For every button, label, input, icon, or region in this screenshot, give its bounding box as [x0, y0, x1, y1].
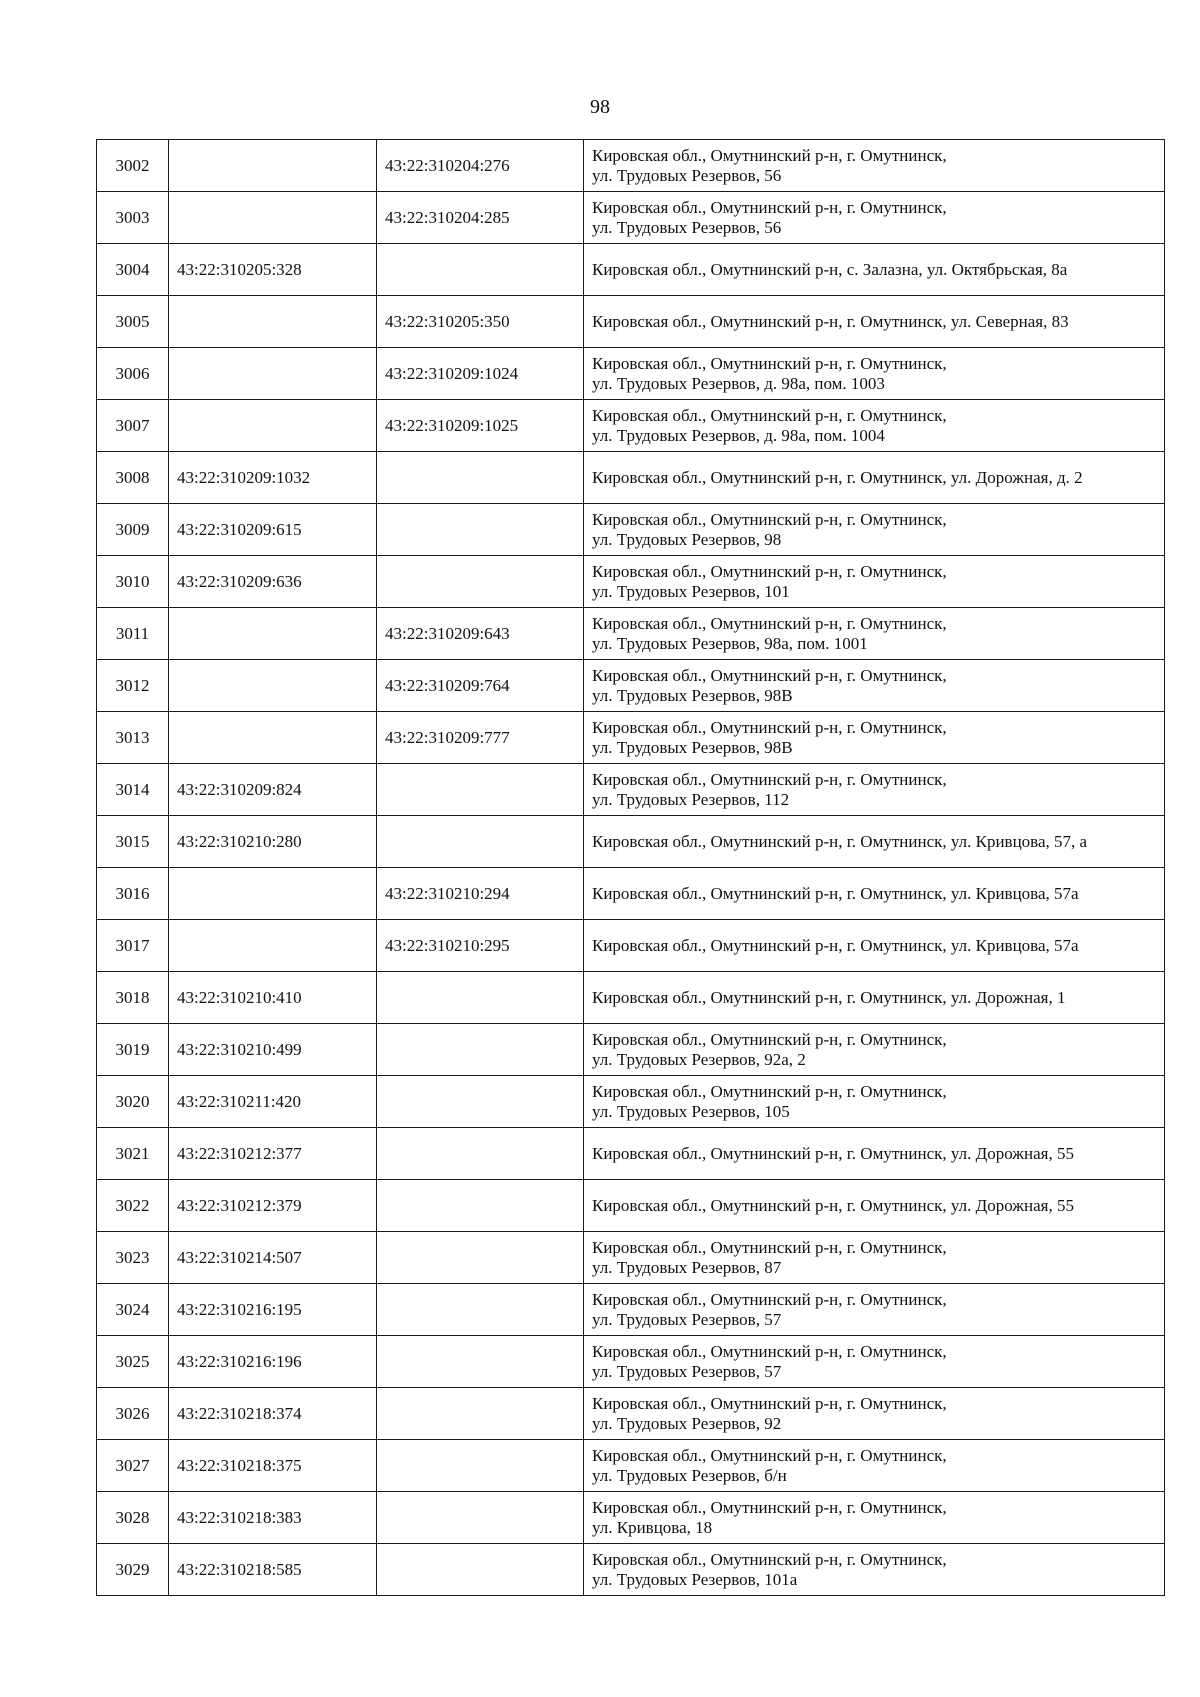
- table-row: [97, 972, 1165, 1024]
- cadastral-number-a: 43:22:310214:507: [169, 1232, 377, 1284]
- table-row: [97, 816, 1165, 868]
- address-line: Кировская обл., Омутнинский р-н, г. Омутнинск, ул. Кривцова, 57а: [592, 935, 1079, 955]
- address-cell: [584, 1440, 1165, 1492]
- address-line: Кировская обл., Омутнинский р-н, г. Омутнинск, ул. Дорожная, 55: [592, 1195, 1074, 1215]
- table-row: [97, 1076, 1165, 1128]
- address-cell: [584, 660, 1165, 712]
- address-line: ул. Трудовых Резервов, д. 98а, пом. 1004: [592, 425, 885, 445]
- cadastral-number-a: 43:22:310218:374: [169, 1388, 377, 1440]
- cadastral-number-b: 43:22:310209:777: [377, 712, 584, 764]
- row-number: 3005: [97, 296, 169, 348]
- table-row: [97, 1492, 1165, 1544]
- cadastral-number-b: [377, 1336, 584, 1388]
- address-line: Кировская обл., Омутнинский р-н, г. Омутнинск, ул. Северная, 83: [592, 311, 1069, 331]
- cadastral-number-a: 43:22:310209:615: [169, 504, 377, 556]
- cadastral-number-b: 43:22:310209:1025: [377, 400, 584, 452]
- registry-table-body: [97, 140, 1165, 1596]
- row-number: 3020: [97, 1076, 169, 1128]
- row-number: 3011: [97, 608, 169, 660]
- row-number: 3019: [97, 1024, 169, 1076]
- address-line: ул. Трудовых Резервов, 98: [592, 529, 782, 549]
- address-line: Кировская обл., Омутнинский р-н, г. Омутнинск,: [592, 353, 947, 373]
- cadastral-number-b: 43:22:310209:643: [377, 608, 584, 660]
- address-cell: [584, 608, 1165, 660]
- cadastral-number-a: [169, 400, 377, 452]
- cadastral-number-b: [377, 1076, 584, 1128]
- address-cell: [584, 868, 1165, 920]
- table-row: [97, 296, 1165, 348]
- cadastral-number-b: [377, 764, 584, 816]
- address-cell: [584, 816, 1165, 868]
- table-row: [97, 192, 1165, 244]
- table-row: [97, 660, 1165, 712]
- row-number: 3013: [97, 712, 169, 764]
- cadastral-number-a: 43:22:310212:377: [169, 1128, 377, 1180]
- cadastral-number-b: [377, 504, 584, 556]
- address-line: Кировская обл., Омутнинский р-н, г. Омутнинск,: [592, 1289, 947, 1309]
- address-line: ул. Трудовых Резервов, 92а, 2: [592, 1049, 806, 1069]
- row-number: 3010: [97, 556, 169, 608]
- address-line: Кировская обл., Омутнинский р-н, г. Омутнинск, ул. Кривцова, 57, а: [592, 831, 1088, 851]
- row-number: 3015: [97, 816, 169, 868]
- page-number: 98: [590, 96, 610, 118]
- address-cell: [584, 920, 1165, 972]
- address-line: Кировская обл., Омутнинский р-н, г. Омутнинск,: [592, 561, 947, 581]
- cadastral-number-b: [377, 972, 584, 1024]
- address-cell: [584, 764, 1165, 816]
- address-line: ул. Трудовых Резервов, д. 98а, пом. 1003: [592, 373, 885, 393]
- address-line: ул. Трудовых Резервов, 87: [592, 1257, 782, 1277]
- table-row: [97, 1336, 1165, 1388]
- address-line: Кировская обл., Омутнинский р-н, г. Омутнинск,: [592, 1029, 947, 1049]
- address-line: Кировская обл., Омутнинский р-н, г. Омутнинск,: [592, 1549, 947, 1569]
- cadastral-number-a: [169, 868, 377, 920]
- address-line: Кировская обл., Омутнинский р-н, г. Омутнинск,: [592, 613, 947, 633]
- cadastral-number-a: 43:22:310218:585: [169, 1544, 377, 1596]
- cadastral-number-b: [377, 452, 584, 504]
- table-row: [97, 400, 1165, 452]
- address-line: Кировская обл., Омутнинский р-н, с. Залазна, ул. Октябрьская, 8а: [592, 259, 1068, 279]
- address-cell: [584, 504, 1165, 556]
- cadastral-number-b: [377, 1024, 584, 1076]
- cadastral-number-b: [377, 1492, 584, 1544]
- cadastral-number-a: 43:22:310210:499: [169, 1024, 377, 1076]
- address-cell: [584, 1128, 1165, 1180]
- cadastral-number-b: 43:22:310210:295: [377, 920, 584, 972]
- address-cell: [584, 452, 1165, 504]
- address-line: ул. Трудовых Резервов, 101а: [592, 1569, 798, 1589]
- table-row: [97, 1024, 1165, 1076]
- cadastral-number-a: 43:22:310209:1032: [169, 452, 377, 504]
- address-cell: [584, 140, 1165, 192]
- address-line: Кировская обл., Омутнинский р-н, г. Омутнинск,: [592, 145, 947, 165]
- table-row: [97, 764, 1165, 816]
- table-row: [97, 504, 1165, 556]
- cadastral-number-a: 43:22:310212:379: [169, 1180, 377, 1232]
- cadastral-number-b: [377, 556, 584, 608]
- address-line: ул. Трудовых Резервов, 56: [592, 165, 782, 185]
- address-cell: [584, 1388, 1165, 1440]
- address-line: Кировская обл., Омутнинский р-н, г. Омутнинск,: [592, 197, 947, 217]
- cadastral-number-b: 43:22:310209:1024: [377, 348, 584, 400]
- row-number: 3009: [97, 504, 169, 556]
- row-number: 3024: [97, 1284, 169, 1336]
- cadastral-number-a: 43:22:310218:383: [169, 1492, 377, 1544]
- table-row: [97, 1284, 1165, 1336]
- row-number: 3017: [97, 920, 169, 972]
- address-line: ул. Трудовых Резервов, 57: [592, 1361, 782, 1381]
- table-row: [97, 920, 1165, 972]
- cadastral-number-b: [377, 1388, 584, 1440]
- table-row: [97, 452, 1165, 504]
- address-line: ул. Трудовых Резервов, 57: [592, 1309, 782, 1329]
- table-row: [97, 1232, 1165, 1284]
- row-number: 3028: [97, 1492, 169, 1544]
- table-row: [97, 1180, 1165, 1232]
- cadastral-number-a: 43:22:310209:636: [169, 556, 377, 608]
- address-line: Кировская обл., Омутнинский р-н, г. Омутнинск, ул. Дорожная, д. 2: [592, 467, 1083, 487]
- row-number: 3016: [97, 868, 169, 920]
- address-line: Кировская обл., Омутнинский р-н, г. Омутнинск,: [592, 1497, 947, 1517]
- address-line: ул. Трудовых Резервов, 98а, пом. 1001: [592, 633, 868, 653]
- address-cell: [584, 1492, 1165, 1544]
- table-row: [97, 1544, 1165, 1596]
- cadastral-number-a: 43:22:310210:280: [169, 816, 377, 868]
- address-cell: [584, 1232, 1165, 1284]
- address-line: Кировская обл., Омутнинский р-н, г. Омутнинск,: [592, 1393, 947, 1413]
- row-number: 3002: [97, 140, 169, 192]
- row-number: 3026: [97, 1388, 169, 1440]
- cadastral-number-a: [169, 920, 377, 972]
- cadastral-number-a: [169, 712, 377, 764]
- address-line: ул. Трудовых Резервов, 98В: [592, 685, 793, 705]
- cadastral-number-a: [169, 192, 377, 244]
- address-cell: [584, 556, 1165, 608]
- row-number: 3025: [97, 1336, 169, 1388]
- cadastral-number-b: [377, 1232, 584, 1284]
- address-line: Кировская обл., Омутнинский р-н, г. Омутнинск,: [592, 1445, 947, 1465]
- row-number: 3004: [97, 244, 169, 296]
- address-line: Кировская обл., Омутнинский р-н, г. Омутнинск,: [592, 1341, 947, 1361]
- cadastral-number-b: [377, 1284, 584, 1336]
- address-cell: [584, 1076, 1165, 1128]
- cadastral-number-a: 43:22:310210:410: [169, 972, 377, 1024]
- address-cell: [584, 244, 1165, 296]
- row-number: 3027: [97, 1440, 169, 1492]
- row-number: 3029: [97, 1544, 169, 1596]
- cadastral-number-a: 43:22:310205:328: [169, 244, 377, 296]
- cadastral-number-b: [377, 244, 584, 296]
- cadastral-number-a: [169, 296, 377, 348]
- address-line: Кировская обл., Омутнинский р-н, г. Омутнинск, ул. Кривцова, 57а: [592, 883, 1079, 903]
- row-number: 3022: [97, 1180, 169, 1232]
- table-row: [97, 1388, 1165, 1440]
- table-row: [97, 140, 1165, 192]
- cadastral-number-a: [169, 140, 377, 192]
- row-number: 3021: [97, 1128, 169, 1180]
- address-line: ул. Трудовых Резервов, 101: [592, 581, 790, 601]
- table-row: [97, 608, 1165, 660]
- row-number: 3006: [97, 348, 169, 400]
- address-cell: [584, 1024, 1165, 1076]
- cadastral-number-a: [169, 608, 377, 660]
- cadastral-number-a: [169, 348, 377, 400]
- address-line: Кировская обл., Омутнинский р-н, г. Омутнинск,: [592, 405, 947, 425]
- address-line: Кировская обл., Омутнинский р-н, г. Омутнинск,: [592, 1237, 947, 1257]
- cadastral-number-a: 43:22:310209:824: [169, 764, 377, 816]
- cadastral-number-b: 43:22:310209:764: [377, 660, 584, 712]
- address-cell: [584, 1336, 1165, 1388]
- table-row: [97, 1440, 1165, 1492]
- address-cell: [584, 400, 1165, 452]
- row-number: 3012: [97, 660, 169, 712]
- table-row: [97, 556, 1165, 608]
- address-line: ул. Трудовых Резервов, 56: [592, 217, 782, 237]
- cadastral-number-a: 43:22:310218:375: [169, 1440, 377, 1492]
- row-number: 3007: [97, 400, 169, 452]
- address-cell: [584, 348, 1165, 400]
- address-line: ул. Трудовых Резервов, 105: [592, 1101, 790, 1121]
- address-line: Кировская обл., Омутнинский р-н, г. Омутнинск,: [592, 769, 947, 789]
- table-row: [97, 348, 1165, 400]
- address-cell: [584, 192, 1165, 244]
- address-line: ул. Трудовых Резервов, 92: [592, 1413, 782, 1433]
- address-line: ул. Трудовых Резервов, 112: [592, 789, 790, 809]
- cadastral-number-a: 43:22:310216:195: [169, 1284, 377, 1336]
- table-row: [97, 244, 1165, 296]
- address-cell: [584, 972, 1165, 1024]
- registry-table: [96, 139, 1165, 1596]
- cadastral-number-a: [169, 660, 377, 712]
- address-line: Кировская обл., Омутнинский р-н, г. Омутнинск,: [592, 1081, 947, 1101]
- cadastral-number-b: 43:22:310205:350: [377, 296, 584, 348]
- address-cell: [584, 1180, 1165, 1232]
- cadastral-number-b: [377, 1128, 584, 1180]
- cadastral-number-a: 43:22:310216:196: [169, 1336, 377, 1388]
- table-row: [97, 868, 1165, 920]
- address-line: ул. Трудовых Резервов, 98В: [592, 737, 793, 757]
- row-number: 3014: [97, 764, 169, 816]
- address-line: Кировская обл., Омутнинский р-н, г. Омутнинск,: [592, 717, 947, 737]
- table-row: [97, 1128, 1165, 1180]
- cadastral-number-b: 43:22:310204:285: [377, 192, 584, 244]
- address-line: Кировская обл., Омутнинский р-н, г. Омутнинск, ул. Дорожная, 1: [592, 987, 1066, 1007]
- row-number: 3008: [97, 452, 169, 504]
- address-cell: [584, 712, 1165, 764]
- table-row: [97, 712, 1165, 764]
- address-line: Кировская обл., Омутнинский р-н, г. Омутнинск,: [592, 665, 947, 685]
- address-line: Кировская обл., Омутнинский р-н, г. Омутнинск, ул. Дорожная, 55: [592, 1143, 1074, 1163]
- cadastral-number-b: [377, 816, 584, 868]
- address-cell: [584, 296, 1165, 348]
- address-line: Кировская обл., Омутнинский р-н, г. Омутнинск,: [592, 509, 947, 529]
- address-line: ул. Трудовых Резервов, б/н: [592, 1465, 787, 1485]
- row-number: 3023: [97, 1232, 169, 1284]
- cadastral-number-b: 43:22:310204:276: [377, 140, 584, 192]
- cadastral-number-b: [377, 1440, 584, 1492]
- cadastral-number-a: 43:22:310211:420: [169, 1076, 377, 1128]
- cadastral-number-b: 43:22:310210:294: [377, 868, 584, 920]
- address-cell: [584, 1544, 1165, 1596]
- row-number: 3018: [97, 972, 169, 1024]
- cadastral-number-b: [377, 1180, 584, 1232]
- address-line: ул. Кривцова, 18: [592, 1517, 713, 1537]
- address-cell: [584, 1284, 1165, 1336]
- row-number: 3003: [97, 192, 169, 244]
- cadastral-number-b: [377, 1544, 584, 1596]
